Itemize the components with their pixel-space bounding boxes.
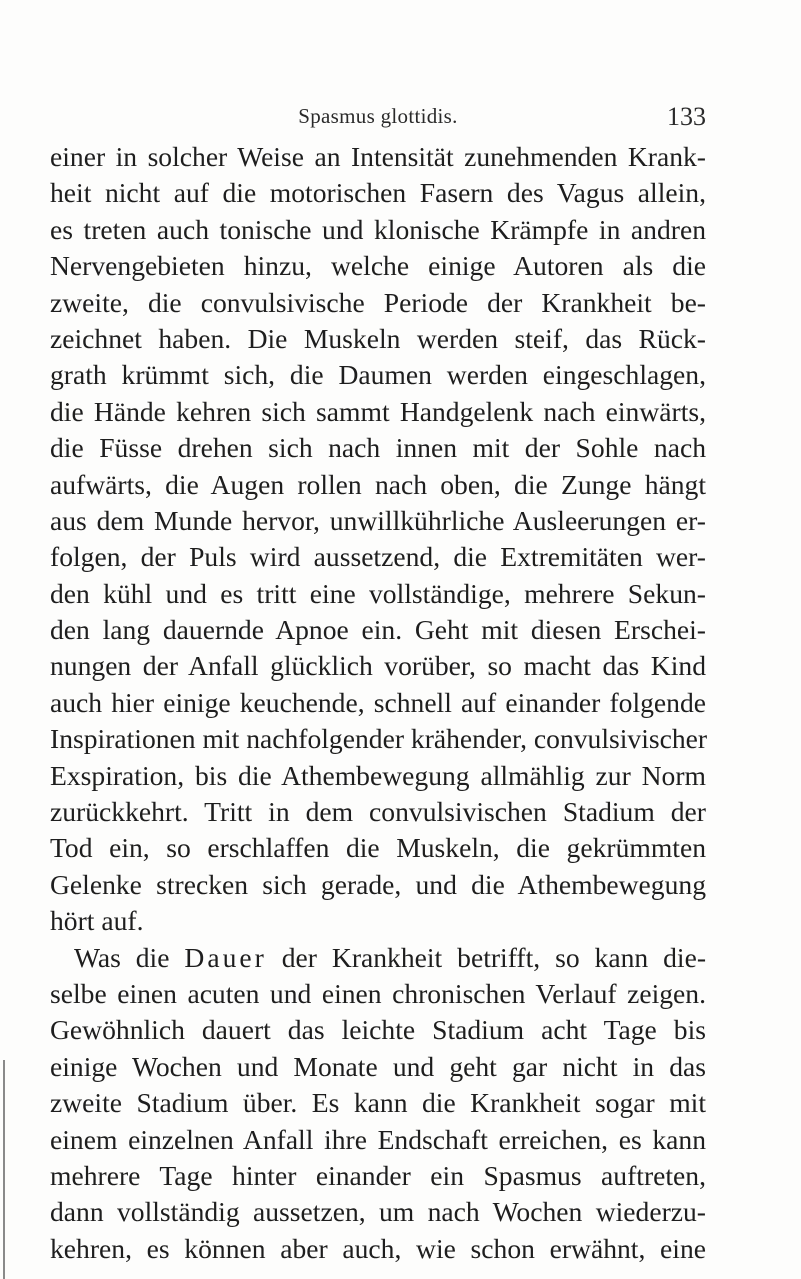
text-line: Inspirationen mit nachfolgender krähender, convulsivischer xyxy=(50,723,708,755)
text-line: einige Wochen und Monate und geht gar nicht in das xyxy=(50,1050,706,1082)
body-text xyxy=(50,139,706,1267)
text-line: aus dem Munde hervor, unwillkührliche Ausleerungen er- xyxy=(50,504,706,536)
text-line: aufwärts, die Augen rollen nach oben, die Zunge hängt xyxy=(50,468,706,500)
text-line: zweite Stadium über. Es kann die Krankheit sogar mit xyxy=(50,1087,706,1119)
text-line: einer in solcher Weise an Intensität zunehmenden Krank- xyxy=(50,141,706,172)
text-line: die Füsse drehen sich nach innen mit der Sohle nach xyxy=(50,432,706,464)
text-line: hört auf. xyxy=(50,905,144,937)
text-line xyxy=(50,940,706,976)
text-line: die Hände kehren sich sammt Handgelenk nach einwärts, xyxy=(50,395,706,427)
running-title: Spasmus glottidis. xyxy=(298,104,458,128)
text-line: den lang dauernde Apnoe ein. Geht mit diesen Erschei- xyxy=(50,614,706,646)
text-run: Was die xyxy=(74,941,185,973)
paragraph-2 xyxy=(50,940,706,1268)
paragraph-1 xyxy=(50,139,706,940)
text-line: Gewöhnlich dauert das leichte Stadium acht Tage bis xyxy=(50,1014,706,1046)
text-line: zeichnet haben. Die Muskeln werden steif, das Rück- xyxy=(50,322,706,354)
text-line: selbe einen acuten und einen chronischen Verlauf zeigen. xyxy=(50,977,706,1009)
running-head xyxy=(50,104,706,134)
text-line: den kühl und es tritt eine vollständige, mehrere Sekun- xyxy=(50,577,706,609)
text-line: es treten auch tonische und klonische Krämpfe in andren xyxy=(50,213,706,245)
text-line: zurückkehrt. Tritt in dem convulsivischen Stadium der xyxy=(50,796,706,828)
text-line: nungen der Anfall glücklich vorüber, so macht das Kind xyxy=(50,650,706,682)
text-line: dann vollständig aussetzen, um nach Wochen wiederzu- xyxy=(50,1196,706,1228)
text-line: Gelenke strecken sich gerade, und die Athembewegung xyxy=(50,868,706,900)
text-line: Exspiration, bis die Athembewegung allmählig zur Norm xyxy=(50,759,706,791)
text-line: einem einzelnen Anfall ihre Endschaft erreichen, es kann xyxy=(50,1123,706,1155)
text-line: heit nicht auf die motorischen Fasern des Vagus allein, xyxy=(50,177,706,209)
text-line: Nervengebieten hinzu, welche einige Autoren als die xyxy=(50,250,706,282)
emphasized-term: Dauer xyxy=(184,941,267,973)
binding-edge-line xyxy=(3,1060,5,1279)
text-line: auch hier einige keuchende, schnell auf einander folgende xyxy=(50,686,706,718)
text-line: kehren, es können aber auch, wie schon erwähnt, eine xyxy=(50,1232,706,1264)
page-number: 133 xyxy=(667,102,706,131)
text-line: folgen, der Puls wird aussetzend, die Extremitäten wer- xyxy=(50,541,706,573)
text-line: Tod ein, so erschlaffen die Muskeln, die gekrümmten xyxy=(50,832,706,864)
text-line: grath krümmt sich, die Daumen werden eingeschlagen, xyxy=(50,359,706,391)
text-run: der Krankheit betrifft, so kann die- xyxy=(266,941,707,973)
text-line: mehrere Tage hinter einander ein Spasmus auftreten, xyxy=(50,1159,706,1191)
text-line: zweite, die convulsivische Periode der Krankheit be- xyxy=(50,286,706,318)
